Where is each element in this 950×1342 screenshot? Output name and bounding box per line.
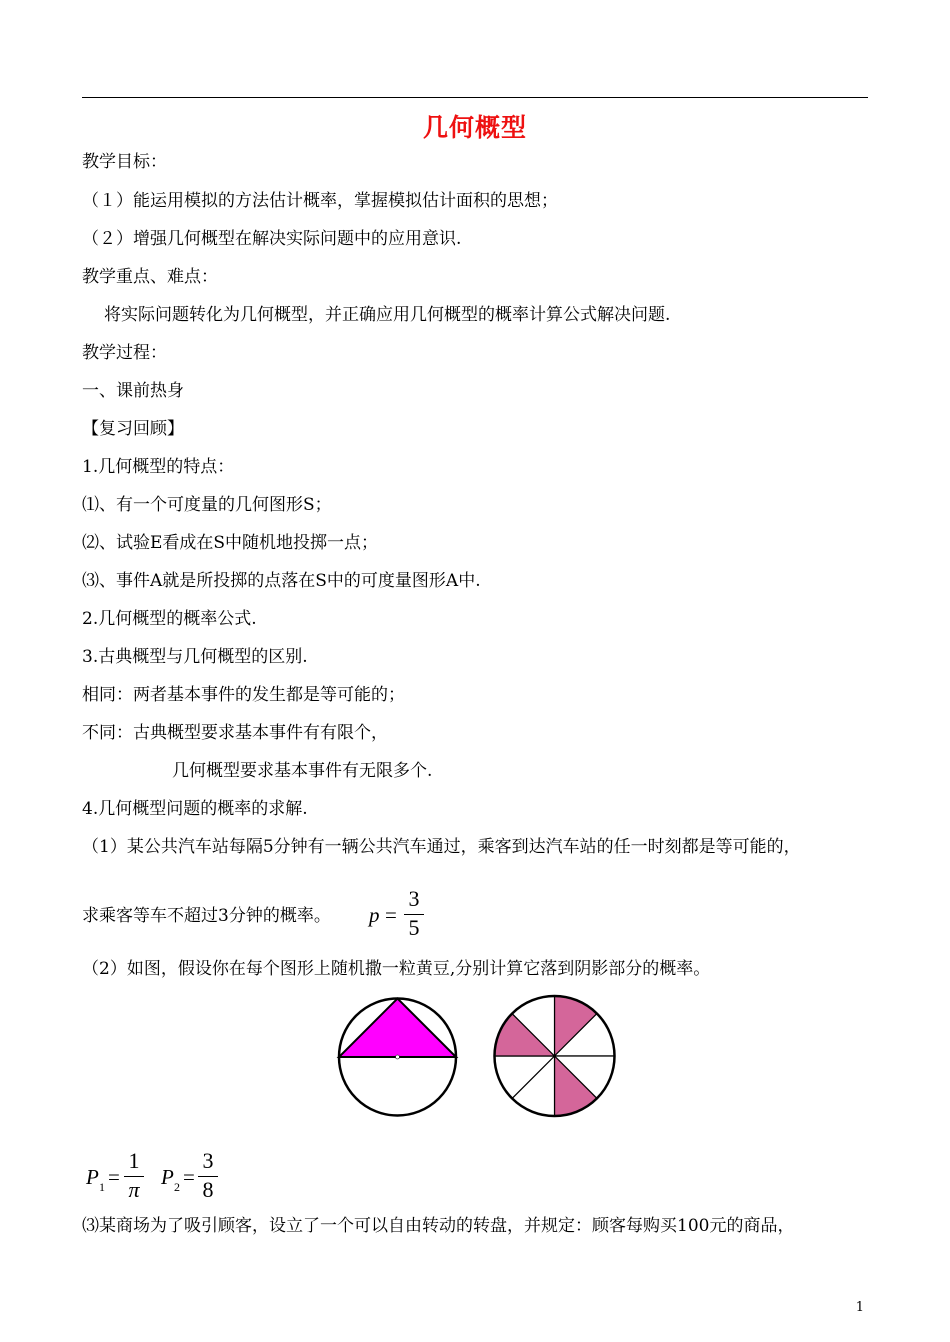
page-number: 1 [855, 1300, 864, 1315]
formula1-var: p [369, 903, 380, 927]
similarity-text: 相同：两者基本事件的发生都是等可能的； [82, 685, 405, 705]
objective-2: （２）增强几何概型在解决实际问题中的应用意识. [82, 229, 462, 249]
formula2-eq2: = [183, 1165, 195, 1189]
difference-text: 不同：古典概型要求基本事件有有限个， [82, 723, 388, 743]
problem-1-question: 求乘客等车不超过3分钟的概率。 [82, 906, 331, 926]
shaded-triangle [339, 999, 456, 1058]
formula2-den1: π [128, 1177, 140, 1202]
formula1-eq: = [385, 903, 397, 927]
formula2-num1: 1 [128, 1148, 140, 1173]
formula1-denominator: 5 [408, 915, 420, 940]
feature-3: ⑶、事件A就是所投掷的点落在S中的可度量图形A中. [82, 571, 481, 591]
sector-circle-figure [493, 994, 617, 1118]
formula2-sub1: 1 [99, 1180, 105, 1194]
item-1: 1.几何概型的特点： [82, 457, 235, 477]
problem-1: （1）某公共汽车站每隔5分钟有一辆公共汽车通过，乘客到达汽车站的任一时刻都是等可能的， [82, 837, 801, 857]
process-heading: 教学过程： [82, 343, 167, 363]
item-4: 4.几何概型问题的概率的求解. [82, 799, 308, 819]
key-points-heading: 教学重点、难点： [82, 267, 218, 287]
formula2-p2: P [161, 1165, 174, 1189]
circle-triangle-figure [338, 995, 458, 1119]
formula2-num2: 3 [202, 1148, 214, 1173]
feature-1: ⑴、有一个可度量的几何图形S； [82, 495, 332, 515]
page-title: 几何概型 [422, 113, 527, 142]
problem-2: （2）如图，假设你在每个图形上随机撒一粒黄豆,分别计算它落到阴影部分的概率。 [82, 959, 711, 979]
formula2-sub2: 2 [174, 1180, 180, 1194]
formula2-den2: 8 [202, 1177, 214, 1202]
difference-text-2: 几何概型要求基本事件有无限多个. [172, 761, 433, 781]
center-point [396, 1055, 400, 1059]
header-rule [82, 97, 868, 98]
formula2-eq1: = [108, 1165, 120, 1189]
review-heading: 【复习回顾】 [82, 419, 184, 439]
item-2: 2.几何概型的概率公式. [82, 609, 257, 629]
formula2-p1: P [86, 1165, 99, 1189]
key-points-text: 将实际问题转化为几何概型，并正确应用几何概型的概率计算公式解决问题. [104, 305, 671, 325]
section-1-heading: 一、课前热身 [82, 381, 184, 401]
feature-2: ⑵、试验E看成在S中随机地投掷一点； [82, 533, 379, 553]
teaching-objectives-heading: 教学目标： [82, 152, 167, 172]
problem-3: ⑶某商场为了吸引顾客，设立了一个可以自由转动的转盘，并规定：顾客每购买100元的商品， [82, 1216, 795, 1236]
formula1-numerator: 3 [408, 886, 420, 911]
item-3: 3.古典概型与几何概型的区别. [82, 647, 308, 667]
objective-1: （１）能运用模拟的方法估计概率，掌握模拟估计面积的思想； [82, 191, 558, 211]
